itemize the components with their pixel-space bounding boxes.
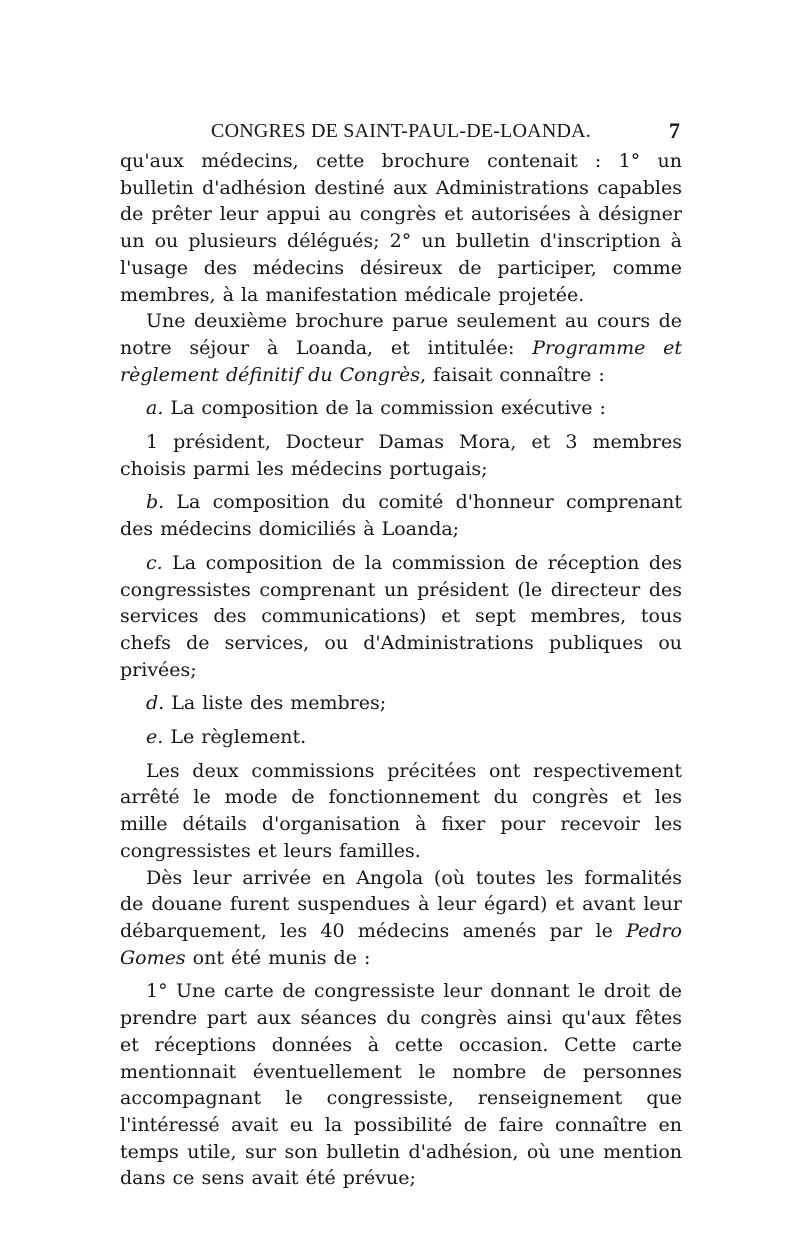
paragraph-congress-card <box>120 978 682 1192</box>
body-text <box>120 148 682 1192</box>
list-item-text: Le règlement. <box>163 726 307 749</box>
list-label: d. <box>146 692 165 715</box>
list-item-text: La composition du comité d'honneur comprenant des médecins domiciliés à Loanda; <box>120 491 682 541</box>
paragraph-text: Une deuxième brochure parue seulement au cours de notre séjour à Loanda, et intitulée: <box>120 310 682 359</box>
list-item-e <box>120 724 682 751</box>
list-item-text: La composition de la commission exécutive : <box>163 397 606 420</box>
list-label: c. <box>146 551 163 574</box>
list-label: a. <box>146 397 164 420</box>
list-label: e. <box>146 726 164 749</box>
list-item-c <box>120 550 682 684</box>
book-page <box>120 110 682 1192</box>
paragraph-text: qu'aux médecins, cette brochure contenait : 1° un bulletin d'adhésion destiné aux Administrations capables de prêter leur appui au congrès et autorisées à désigner un ou plusieurs délégués; 2° un bulletin d'inscription à l'usage des médecins désireux de participer, comme membres, à la manifestation médicale projetée. <box>120 150 682 306</box>
list-item-d <box>120 690 682 717</box>
page-header <box>120 110 682 148</box>
ship-name: Pedro Gomes <box>120 919 682 969</box>
paragraph-text: Les deux commissions précitées ont respectivement arrêté le mode de fonctionnement du congrès et les mille détails d'organisation à fixer pour recevoir les congressistes et leurs familles. <box>120 759 682 862</box>
paragraph-text: 1 président, Docteur Damas Mora, et 3 membres choisis parmi les médecins portugais; <box>120 431 682 480</box>
paragraph-text: ont été munis de : <box>185 946 371 969</box>
paragraph-second-brochure <box>120 308 682 388</box>
paragraph-president <box>120 429 682 482</box>
brochure-title: Programme et règlement définitif du Congrès <box>120 336 683 386</box>
page-number: 7 <box>669 118 680 143</box>
list-item-a <box>120 395 682 422</box>
list-item-text: La liste des membres; <box>164 692 387 715</box>
list-item-text: La composition de la commission de réception des congressistes comprenant un président (le directeur des services des communications) et sept membres, tous chefs de services, ou d'Administrations publiques ou privées; <box>120 551 682 681</box>
list-item-b <box>120 489 682 542</box>
paragraph-text: Dès leur arrivée en Angola (où toutes les formalités de douane furent suspendues à leur égard) et avant leur débarquement, les 40 médecins amenés par le <box>120 866 682 942</box>
list-label: b. <box>146 491 165 514</box>
running-title: CONGRES DE SAINT-PAUL-DE-LOANDA. <box>211 120 591 142</box>
paragraph-brochure-contents <box>120 148 682 308</box>
paragraph-arrival <box>120 865 682 972</box>
paragraph-text: , faisait connaître : <box>420 363 605 386</box>
paragraph-text: 1° Une carte de congressiste leur donnant le droit de prendre part aux séances du congrès ainsi qu'aux fêtes et réceptions données à cette occasion. Cette carte mentionnait éventuellement le nombre de personnes accompagnant le congressiste, renseignement que l'intéressé avait eu la possibilité de faire connaître en temps utile, sur son bulletin d'adhésion, où une mention dans ce sens avait été prévue; <box>120 980 682 1190</box>
paragraph-commissions <box>120 758 682 865</box>
